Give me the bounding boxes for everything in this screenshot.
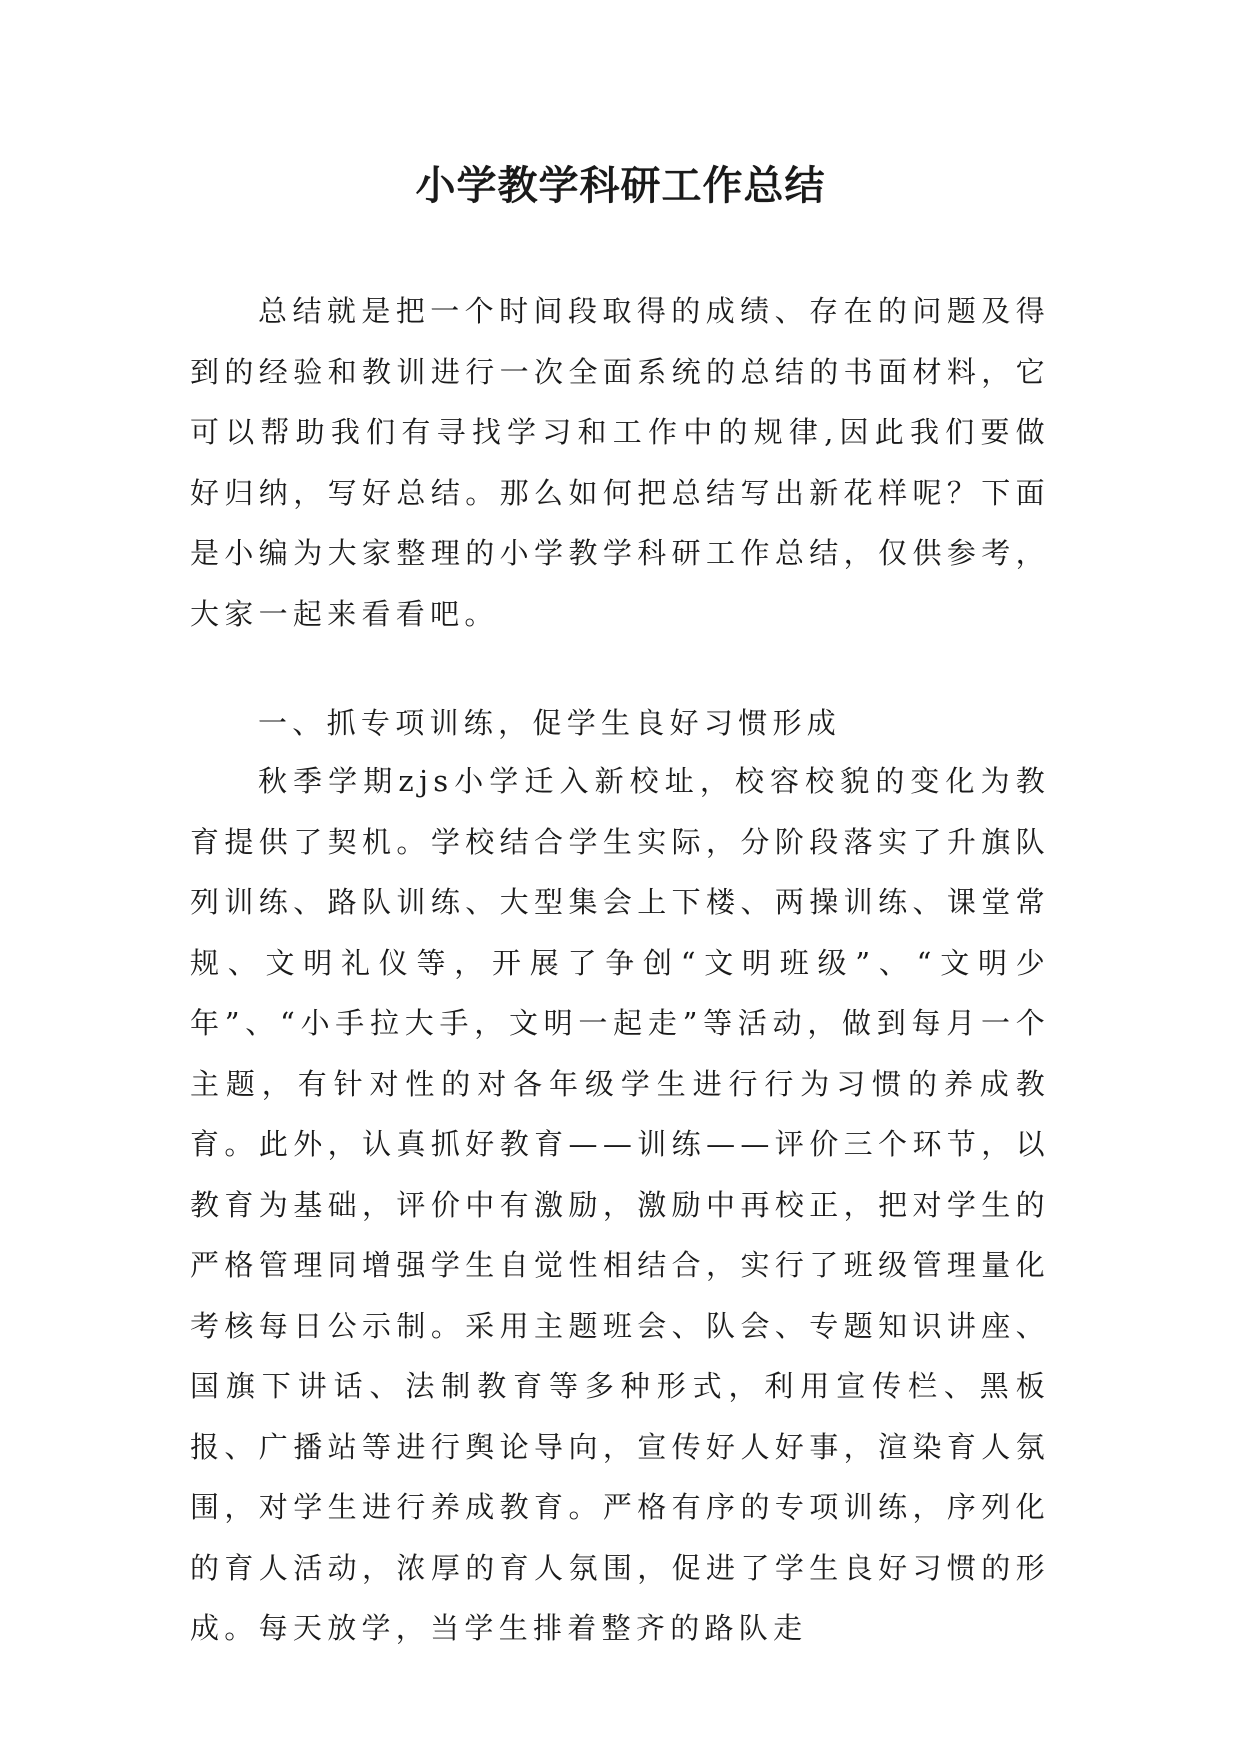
document-title: 小学教学科研工作总结 <box>415 162 826 209</box>
section-heading: 一、抓专项训练，促学生良好习惯形成 <box>258 706 842 740</box>
intro-paragraph: 总结就是把一个时间段取得的成绩、存在的问题及得到的经验和教训进行一次全面系统的总结的书面材料，它可以帮助我们有寻找学习和工作中的规律,因此我们要做好归纳，写好总结。那么如何把总结写出新花样呢？下面是小编为大家整理的小学教学科研工作总结，仅供参考，大家一起来看看吧。 <box>190 294 1050 631</box>
section-body-paragraph: 秋季学期zjs小学迁入新校址，校容校貌的变化为教育提供了契机。学校结合学生实际，分阶段落实了升旗队列训练、路队训练、大型集会上下楼、两操训练、课堂常规、文明礼仪等，开展了争创“文明班级”、“文明少年”、“小手拉大手，文明一起走”等活动，做到每月一个主题，有针对性的对各年级学生进行行为习惯的养成教育。此外，认真抓好教育——训练——评价三个环节，以教育为基础，评价中有激励，激励中再校正，把对学生的严格管理同增强学生自觉性相结合，实行了班级管理量化考核每日公示制。采用主题班会、队会、专题知识讲座、国旗下讲话、法制教育等多种形式，利用宣传栏、黑板报、广播站等进行舆论导向，宣传好人好事，渲染育人氛围，对学生进行养成教育。严格有序的专项训练，序列化的育人活动，浓厚的育人氛围，促进了学生良好习惯的形成。每天放学，当学生排着整齐的路队走 <box>190 764 1050 1645</box>
